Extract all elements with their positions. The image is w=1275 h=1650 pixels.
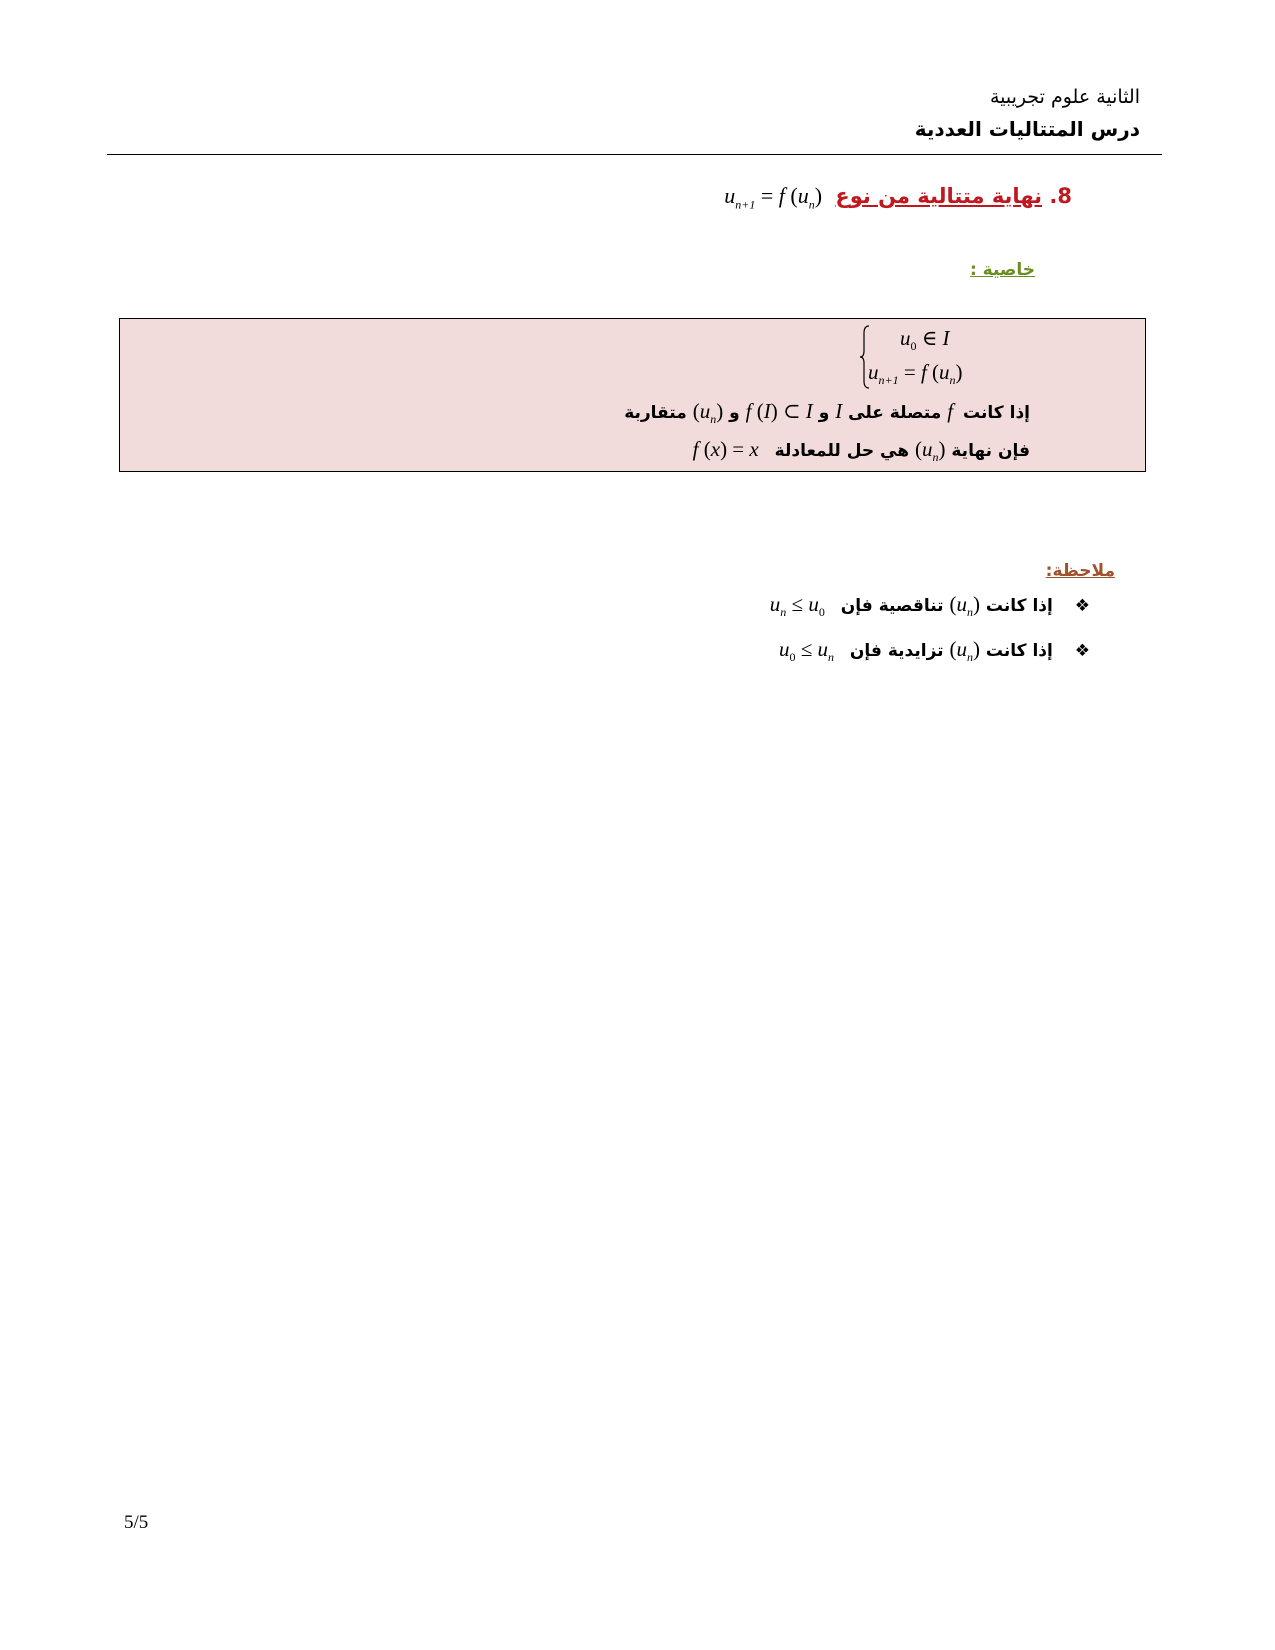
note-item: ❖ إذا كانت $(u_n)$ تزايدية فإن $u_0 \le u_n$ bbox=[778, 637, 1090, 665]
diamond-bullet-icon: ❖ bbox=[1074, 596, 1090, 616]
convergent-word: متقاربة bbox=[624, 403, 687, 423]
recurrence-relation: $u_{n+1} = f$ $(u_n)$ bbox=[868, 360, 963, 388]
recurrence-system bbox=[860, 325, 1010, 389]
header-rule bbox=[107, 154, 1162, 155]
initial-condition: $u_0$ ∈ I bbox=[900, 326, 950, 354]
header-title: درس المتتاليات العددية bbox=[914, 117, 1140, 141]
property-label: خاصية : bbox=[969, 260, 1035, 280]
condition-line: إذا كانتf متصلة على I و f (I) ⊂ I و $(u_n)$ متقاربة bbox=[624, 399, 1030, 427]
section-heading bbox=[724, 183, 1072, 212]
section-number: 8. bbox=[1049, 184, 1072, 208]
recurrence-formula: $u_{n+1} = f$ $(u_n)$ bbox=[724, 183, 823, 212]
is-solution: هي حل للمعادلة bbox=[774, 441, 910, 461]
page-number: 5/5 bbox=[124, 1512, 149, 1533]
then-limit: فإن نهاية bbox=[951, 441, 1030, 461]
section-title: نهاية متتالية من نوع bbox=[835, 184, 1043, 208]
note-label: ملاحظة: bbox=[1045, 561, 1115, 581]
if-word: إذا كانت bbox=[963, 403, 1030, 423]
and-word: و bbox=[818, 403, 830, 423]
header-level: الثانية علوم تجريبية bbox=[989, 86, 1140, 108]
note-item: ❖ إذا كانت $(u_n)$ تناقصية فإن $u_n \le u_0$ bbox=[769, 592, 1090, 620]
and-word-2: و bbox=[729, 403, 740, 423]
property-box bbox=[119, 318, 1146, 472]
conclusion-line: فإن نهاية $(u_n)$ هي حل للمعادلة f (x) = x bbox=[692, 437, 1030, 465]
diamond-bullet-icon: ❖ bbox=[1074, 641, 1090, 661]
continuous-on: متصلة على bbox=[848, 403, 942, 423]
